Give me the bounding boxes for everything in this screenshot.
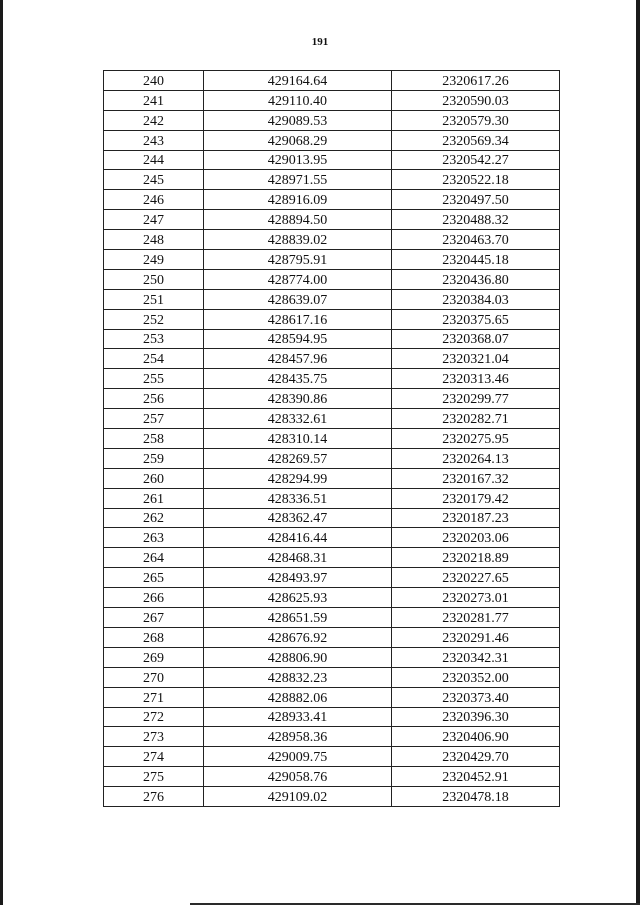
easting-cell: 428971.55 [204,170,392,190]
table-row [104,429,560,449]
point-number-cell: 259 [104,448,204,468]
point-number-cell: 269 [104,647,204,667]
easting-cell: 428493.97 [204,568,392,588]
table-row [104,548,560,568]
northing-cell: 2320617.26 [392,71,560,91]
northing-cell: 2320373.40 [392,687,560,707]
easting-cell: 428336.51 [204,488,392,508]
coordinate-table-body [104,71,560,807]
table-row [104,269,560,289]
northing-cell: 2320167.32 [392,468,560,488]
point-number-cell: 266 [104,588,204,608]
easting-cell: 429110.40 [204,90,392,110]
table-row [104,448,560,468]
point-number-cell: 253 [104,329,204,349]
northing-cell: 2320368.07 [392,329,560,349]
table-row [104,110,560,130]
point-number-cell: 242 [104,110,204,130]
easting-cell: 429109.02 [204,787,392,807]
table-row [104,130,560,150]
point-number-cell: 273 [104,727,204,747]
easting-cell: 428457.96 [204,349,392,369]
table-row [104,250,560,270]
northing-cell: 2320291.46 [392,627,560,647]
point-number-cell: 248 [104,230,204,250]
point-number-cell: 241 [104,90,204,110]
point-number-cell: 257 [104,409,204,429]
easting-cell: 429009.75 [204,747,392,767]
northing-cell: 2320179.42 [392,488,560,508]
northing-cell: 2320282.71 [392,409,560,429]
table-row [104,329,560,349]
northing-cell: 2320542.27 [392,150,560,170]
table-row [104,608,560,628]
point-number-cell: 251 [104,289,204,309]
table-row [104,90,560,110]
northing-cell: 2320384.03 [392,289,560,309]
table-row [104,488,560,508]
point-number-cell: 263 [104,528,204,548]
easting-cell: 428894.50 [204,210,392,230]
point-number-cell: 260 [104,468,204,488]
table-row [104,230,560,250]
point-number-cell: 240 [104,71,204,91]
northing-cell: 2320488.32 [392,210,560,230]
point-number-cell: 261 [104,488,204,508]
point-number-cell: 246 [104,190,204,210]
northing-cell: 2320187.23 [392,508,560,528]
point-number-cell: 276 [104,787,204,807]
table-row [104,389,560,409]
easting-cell: 428310.14 [204,429,392,449]
table-row [104,707,560,727]
northing-cell: 2320579.30 [392,110,560,130]
point-number-cell: 265 [104,568,204,588]
northing-cell: 2320522.18 [392,170,560,190]
northing-cell: 2320273.01 [392,588,560,608]
easting-cell: 428617.16 [204,309,392,329]
point-number-cell: 268 [104,627,204,647]
coordinate-table [103,70,560,807]
table-row [104,627,560,647]
table-row [104,528,560,548]
table-row [104,747,560,767]
table-row [104,568,560,588]
northing-cell: 2320342.31 [392,647,560,667]
easting-cell: 428332.61 [204,409,392,429]
point-number-cell: 255 [104,369,204,389]
table-row [104,687,560,707]
northing-cell: 2320313.46 [392,369,560,389]
table-row [104,349,560,369]
point-number-cell: 244 [104,150,204,170]
point-number-cell: 249 [104,250,204,270]
easting-cell: 428416.44 [204,528,392,548]
easting-cell: 429089.53 [204,110,392,130]
northing-cell: 2320375.65 [392,309,560,329]
easting-cell: 428651.59 [204,608,392,628]
table-row [104,190,560,210]
table-row [104,210,560,230]
northing-cell: 2320463.70 [392,230,560,250]
northing-cell: 2320478.18 [392,787,560,807]
table-row [104,588,560,608]
northing-cell: 2320227.65 [392,568,560,588]
northing-cell: 2320590.03 [392,90,560,110]
point-number-cell: 247 [104,210,204,230]
easting-cell: 428795.91 [204,250,392,270]
northing-cell: 2320396.30 [392,707,560,727]
easting-cell: 429164.64 [204,71,392,91]
easting-cell: 428390.86 [204,389,392,409]
easting-cell: 428916.09 [204,190,392,210]
northing-cell: 2320352.00 [392,667,560,687]
easting-cell: 428362.47 [204,508,392,528]
easting-cell: 428639.07 [204,289,392,309]
table-row [104,170,560,190]
northing-cell: 2320436.80 [392,269,560,289]
northing-cell: 2320264.13 [392,448,560,468]
easting-cell: 428806.90 [204,647,392,667]
easting-cell: 428839.02 [204,230,392,250]
northing-cell: 2320406.90 [392,727,560,747]
easting-cell: 428774.00 [204,269,392,289]
northing-cell: 2320429.70 [392,747,560,767]
table-row [104,289,560,309]
table-row [104,787,560,807]
table-row [104,71,560,91]
table-row [104,309,560,329]
page-number: 191 [311,36,329,48]
point-number-cell: 258 [104,429,204,449]
scan-edge-left [0,0,3,905]
point-number-cell: 256 [104,389,204,409]
point-number-cell: 252 [104,309,204,329]
easting-cell: 428468.31 [204,548,392,568]
easting-cell: 428676.92 [204,627,392,647]
table-row [104,508,560,528]
point-number-cell: 262 [104,508,204,528]
northing-cell: 2320445.18 [392,250,560,270]
point-number-cell: 267 [104,608,204,628]
table-row [104,409,560,429]
easting-cell: 428958.36 [204,727,392,747]
easting-cell: 428933.41 [204,707,392,727]
scan-edge-right [636,0,640,905]
northing-cell: 2320281.77 [392,608,560,628]
northing-cell: 2320203.06 [392,528,560,548]
easting-cell: 428882.06 [204,687,392,707]
point-number-cell: 245 [104,170,204,190]
northing-cell: 2320569.34 [392,130,560,150]
easting-cell: 428435.75 [204,369,392,389]
table-row [104,727,560,747]
easting-cell: 428594.95 [204,329,392,349]
point-number-cell: 270 [104,667,204,687]
table-row [104,468,560,488]
northing-cell: 2320299.77 [392,389,560,409]
point-number-cell: 271 [104,687,204,707]
northing-cell: 2320218.89 [392,548,560,568]
point-number-cell: 264 [104,548,204,568]
easting-cell: 428269.57 [204,448,392,468]
easting-cell: 429013.95 [204,150,392,170]
easting-cell: 428294.99 [204,468,392,488]
table-row [104,369,560,389]
table-row [104,767,560,787]
easting-cell: 428832.23 [204,667,392,687]
northing-cell: 2320452.91 [392,767,560,787]
table-row [104,667,560,687]
point-number-cell: 254 [104,349,204,369]
northing-cell: 2320497.50 [392,190,560,210]
table-row [104,647,560,667]
easting-cell: 429058.76 [204,767,392,787]
northing-cell: 2320321.04 [392,349,560,369]
point-number-cell: 275 [104,767,204,787]
point-number-cell: 250 [104,269,204,289]
table-row [104,150,560,170]
easting-cell: 429068.29 [204,130,392,150]
point-number-cell: 274 [104,747,204,767]
easting-cell: 428625.93 [204,588,392,608]
point-number-cell: 243 [104,130,204,150]
northing-cell: 2320275.95 [392,429,560,449]
point-number-cell: 272 [104,707,204,727]
